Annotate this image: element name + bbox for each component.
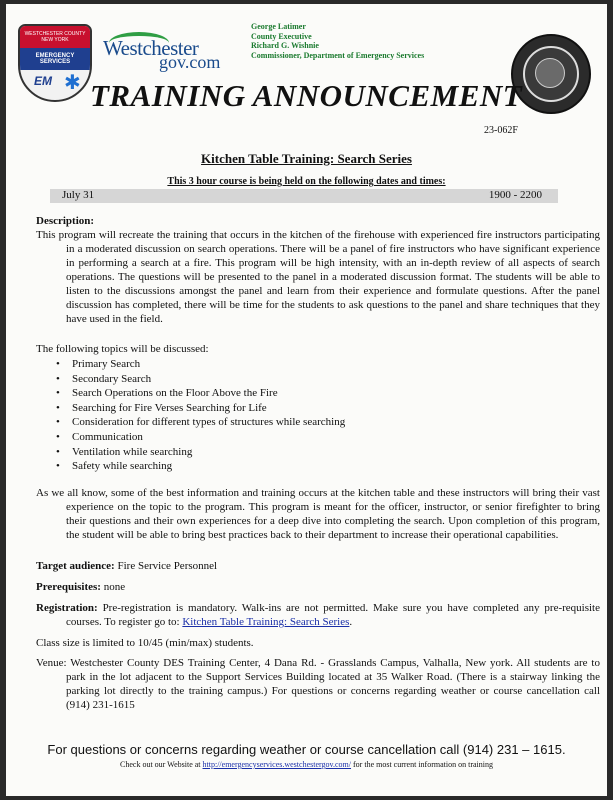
topics-list [36,357,570,474]
topics-intro: The following topics will be discussed: [36,343,209,355]
list-item: • Ventilation while searching [36,445,570,460]
official-line: Richard G. Wishnie [251,41,319,50]
website-link[interactable]: http://emergencyservices.westchestergov.com/ [202,760,352,769]
course-title: Kitchen Table Training: Search Series [201,151,412,166]
page-title: TRAINING ANNOUNCEMENT [90,78,523,113]
dates-heading: This 3 hour course is being held on the following dates and times: [167,176,446,187]
prerequisites: Prerequisites: none [36,581,126,593]
list-item: • Searching for Fire Verses Searching for Life [36,401,570,416]
emergency-services-patch-icon: WESTCHESTER COUNTY NEW YORK EMERGENCY SERVICES EM ✱ [18,24,92,102]
list-item: • Primary Search [36,357,570,372]
list-item: • Consideration for different types of structures while searching [36,415,570,430]
dates-row [50,189,558,203]
official-line: Commissioner, Department of Emergency Services [251,50,425,60]
registration: Registration: Pre-registration is mandatory. Walk-ins are not permitted. Make sure you have completed any pre-requisite courses. To register go to: Kitchen Table Training: Search Series. [36,602,600,628]
official-line: County Executive [251,31,312,41]
officials-block [251,22,424,60]
class-size: Class size is limited to 10/45 (min/max) students. [36,637,254,649]
official-line: George Latimer [251,22,306,31]
list-item: • Safety while searching [36,459,570,474]
list-item: • Search Operations on the Floor Above the Fire [36,386,570,401]
list-item: • Communication [36,430,570,445]
list-item: • Secondary Search [36,372,570,387]
course-date: July 31 [62,189,95,201]
westchestergov-logo [101,32,246,72]
registration-link[interactable]: Kitchen Table Training: Search Series [182,616,350,628]
logo-line1: Westchester [103,36,199,60]
target-audience: Target audience: Fire Service Personnel [36,560,218,572]
county-seal-icon [511,34,591,114]
course-time: 1900 - 2200 [488,189,542,201]
venue: Venue: Westchester County DES Training Center, 4 Dana Rd. - Grasslands Campus, Valhalla, New york. All students are to park in the lot adjacent to the Support Services Building located at 35 Walker Road. (There is a stairway linking the parking lot directly to the training campus.) For questions or concerns regarding weather or course cancellation call (914) 231-1615 [36,657,600,711]
footer: Check out our Website at http://emergencyservices.westchestergov.com/ for the most current information on training [120,760,493,769]
star-of-life-icon: ✱ [64,72,81,94]
announcement-page [6,4,607,796]
announcement-code: 23-062F [484,125,518,136]
description-label: Description: [36,215,95,227]
logo-line2: gov.com [159,52,221,72]
weather-contact: For questions or concerns regarding weather or course cancellation call (914) 231 – 1615. [47,742,566,757]
description-text: This program will recreate the training that occurs in the kitchen of the firehouse with experienced fire instructors participating in a moderated discussion on search operations. There will be a panel of fire instructors who have significant experience in performing a search at a fire. This program will be high intensity, with an in-depth review of all aspects of search operations. The questions will be presented to the panel in a moderated discussion format. The students will be able to listen to the discussions amongst the panel and learn from their experience and formulate questions. After the panel discussion has completed, there will be time for the students to ask questions to the panel and share techniques that they have used in the field. [36,229,600,325]
closing-paragraph: As we all know, some of the best information and training occurs at the kitchen table and these instructors will bring their vast experience on the topic to the program. This program is meant for the officer, instructor, or senior firefighter to bring their questions and their own experiences for a deep dive into completing the search. Upon completion of this program, the student will be able to bring best practices back to their department to increase their operational capabilities. [36,487,600,541]
